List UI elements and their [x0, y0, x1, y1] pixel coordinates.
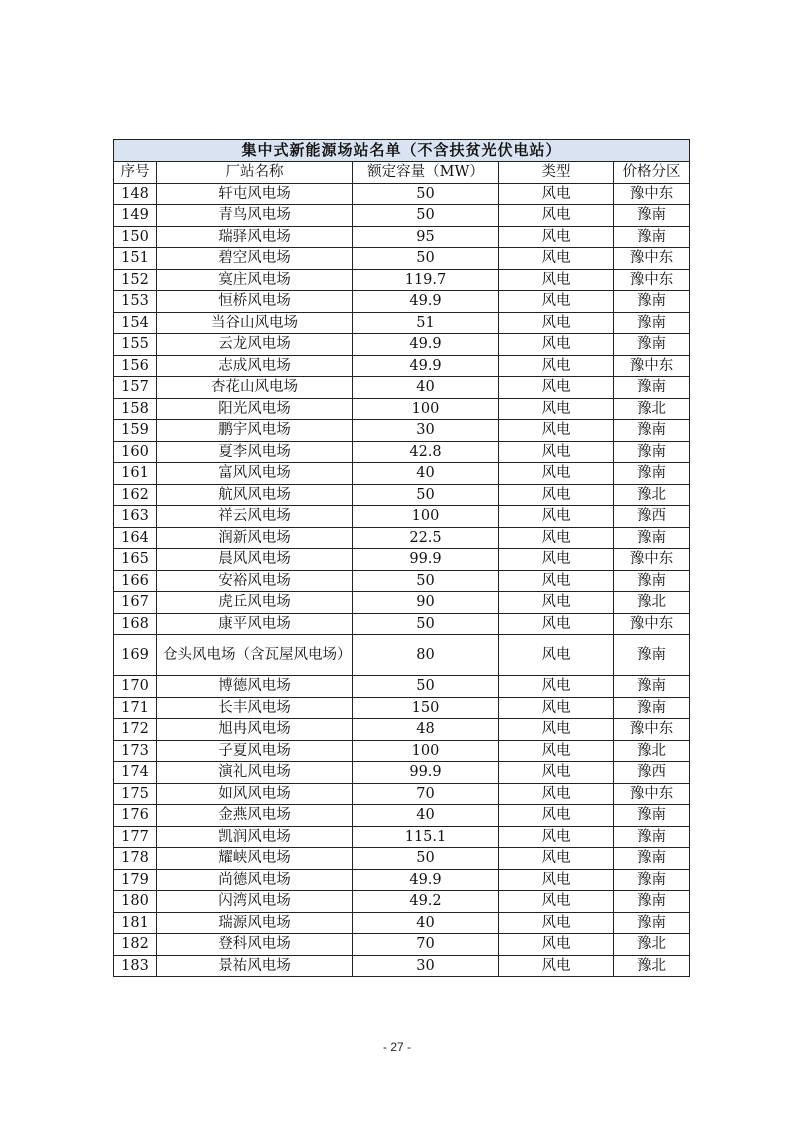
- cell-index: 169: [114, 635, 157, 676]
- cell-index: 167: [114, 592, 157, 614]
- cell-capacity: 100: [353, 740, 499, 762]
- cell-capacity: 50: [353, 676, 499, 698]
- cell-type: 风电: [499, 484, 614, 506]
- cell-type: 风电: [499, 869, 614, 891]
- cell-station-name: 博德风电场: [157, 676, 353, 698]
- cell-index: 166: [114, 570, 157, 592]
- cell-price-zone: 豫中东: [614, 783, 690, 805]
- table-title-row: [114, 140, 690, 162]
- cell-index: 164: [114, 527, 157, 549]
- cell-index: 158: [114, 398, 157, 420]
- cell-index: 177: [114, 826, 157, 848]
- cell-index: 179: [114, 869, 157, 891]
- cell-type: 风电: [499, 570, 614, 592]
- cell-price-zone: 豫北: [614, 592, 690, 614]
- table-row: [114, 697, 690, 719]
- cell-type: 风电: [499, 848, 614, 870]
- cell-capacity: 95: [353, 226, 499, 248]
- cell-station-name: 康平风电场: [157, 613, 353, 635]
- cell-capacity: 40: [353, 805, 499, 827]
- table-row: [114, 269, 690, 291]
- cell-capacity: 50: [353, 248, 499, 270]
- cell-index: 154: [114, 312, 157, 334]
- cell-index: 150: [114, 226, 157, 248]
- cell-capacity: 150: [353, 697, 499, 719]
- cell-station-name: 闪湾风电场: [157, 891, 353, 913]
- cell-index: 168: [114, 613, 157, 635]
- table-row: [114, 205, 690, 227]
- cell-price-zone: 豫中东: [614, 248, 690, 270]
- table-row: [114, 635, 690, 676]
- cell-index: 156: [114, 355, 157, 377]
- table-row: [114, 398, 690, 420]
- cell-price-zone: 豫南: [614, 869, 690, 891]
- cell-type: 风电: [499, 334, 614, 356]
- table-row: [114, 549, 690, 571]
- cell-price-zone: 豫南: [614, 463, 690, 485]
- cell-type: 风电: [499, 420, 614, 442]
- cell-price-zone: 豫北: [614, 955, 690, 977]
- cell-type: 风电: [499, 269, 614, 291]
- cell-capacity: 51: [353, 312, 499, 334]
- cell-price-zone: 豫南: [614, 570, 690, 592]
- cell-station-name: 当谷山风电场: [157, 312, 353, 334]
- cell-index: 157: [114, 377, 157, 399]
- table-row: [114, 506, 690, 528]
- cell-type: 风电: [499, 783, 614, 805]
- cell-index: 173: [114, 740, 157, 762]
- cell-type: 风电: [499, 805, 614, 827]
- cell-capacity: 50: [353, 613, 499, 635]
- cell-index: 182: [114, 934, 157, 956]
- cell-type: 风电: [499, 549, 614, 571]
- cell-type: 风电: [499, 697, 614, 719]
- cell-capacity: 90: [353, 592, 499, 614]
- header-type: 类型: [499, 162, 614, 184]
- cell-capacity: 50: [353, 183, 499, 205]
- table-row: [114, 420, 690, 442]
- cell-capacity: 80: [353, 635, 499, 676]
- cell-index: 181: [114, 912, 157, 934]
- cell-index: 172: [114, 719, 157, 741]
- table-row: [114, 848, 690, 870]
- cell-capacity: 99.9: [353, 549, 499, 571]
- cell-price-zone: 豫南: [614, 891, 690, 913]
- table-row: [114, 484, 690, 506]
- table-row: [114, 869, 690, 891]
- cell-index: 159: [114, 420, 157, 442]
- cell-index: 160: [114, 441, 157, 463]
- cell-price-zone: 豫中东: [614, 613, 690, 635]
- cell-capacity: 40: [353, 463, 499, 485]
- cell-index: 148: [114, 183, 157, 205]
- cell-price-zone: 豫北: [614, 740, 690, 762]
- cell-price-zone: 豫南: [614, 848, 690, 870]
- cell-price-zone: 豫南: [614, 912, 690, 934]
- cell-type: 风电: [499, 248, 614, 270]
- cell-type: 风电: [499, 441, 614, 463]
- table-row: [114, 226, 690, 248]
- cell-capacity: 100: [353, 506, 499, 528]
- cell-capacity: 22.5: [353, 527, 499, 549]
- table-body: [114, 183, 690, 977]
- cell-station-name: 晨风风电场: [157, 549, 353, 571]
- cell-type: 风电: [499, 891, 614, 913]
- station-table: [113, 139, 690, 977]
- cell-capacity: 49.9: [353, 334, 499, 356]
- cell-type: 风电: [499, 398, 614, 420]
- cell-price-zone: 豫中东: [614, 269, 690, 291]
- cell-price-zone: 豫北: [614, 934, 690, 956]
- cell-station-name: 碧空风电场: [157, 248, 353, 270]
- cell-capacity: 100: [353, 398, 499, 420]
- cell-capacity: 48: [353, 719, 499, 741]
- cell-price-zone: 豫中东: [614, 355, 690, 377]
- cell-capacity: 70: [353, 934, 499, 956]
- table-row: [114, 826, 690, 848]
- table-row: [114, 291, 690, 313]
- cell-type: 风电: [499, 183, 614, 205]
- cell-price-zone: 豫西: [614, 506, 690, 528]
- cell-type: 风电: [499, 205, 614, 227]
- cell-index: 149: [114, 205, 157, 227]
- cell-type: 风电: [499, 463, 614, 485]
- table-row: [114, 570, 690, 592]
- cell-capacity: 50: [353, 205, 499, 227]
- cell-capacity: 30: [353, 420, 499, 442]
- cell-type: 风电: [499, 592, 614, 614]
- cell-capacity: 49.9: [353, 869, 499, 891]
- cell-station-name: 富风风电场: [157, 463, 353, 485]
- cell-capacity: 40: [353, 377, 499, 399]
- cell-capacity: 49.9: [353, 291, 499, 313]
- table-row: [114, 912, 690, 934]
- table-row: [114, 441, 690, 463]
- cell-type: 风电: [499, 635, 614, 676]
- cell-station-name: 凯润风电场: [157, 826, 353, 848]
- cell-type: 风电: [499, 934, 614, 956]
- cell-station-name: 演礼风电场: [157, 762, 353, 784]
- table-row: [114, 592, 690, 614]
- cell-station-name: 仓头风电场（含瓦屋风电场）: [157, 635, 353, 676]
- cell-type: 风电: [499, 355, 614, 377]
- cell-capacity: 70: [353, 783, 499, 805]
- table-header-row: [114, 162, 690, 184]
- cell-price-zone: 豫南: [614, 676, 690, 698]
- cell-station-name: 虎丘风电场: [157, 592, 353, 614]
- cell-type: 风电: [499, 740, 614, 762]
- cell-station-name: 夏李风电场: [157, 441, 353, 463]
- table-row: [114, 377, 690, 399]
- cell-capacity: 50: [353, 848, 499, 870]
- cell-index: 153: [114, 291, 157, 313]
- cell-index: 170: [114, 676, 157, 698]
- cell-capacity: 99.9: [353, 762, 499, 784]
- table-row: [114, 676, 690, 698]
- cell-price-zone: 豫西: [614, 762, 690, 784]
- cell-type: 风电: [499, 955, 614, 977]
- table-row: [114, 463, 690, 485]
- cell-index: 174: [114, 762, 157, 784]
- cell-price-zone: 豫南: [614, 826, 690, 848]
- cell-price-zone: 豫北: [614, 484, 690, 506]
- cell-station-name: 旭冉风电场: [157, 719, 353, 741]
- cell-station-name: 航风风电场: [157, 484, 353, 506]
- cell-price-zone: 豫南: [614, 377, 690, 399]
- cell-station-name: 青鸟风电场: [157, 205, 353, 227]
- cell-price-zone: 豫南: [614, 697, 690, 719]
- cell-price-zone: 豫南: [614, 334, 690, 356]
- cell-price-zone: 豫南: [614, 291, 690, 313]
- cell-station-name: 润新风电场: [157, 527, 353, 549]
- cell-index: 155: [114, 334, 157, 356]
- cell-capacity: 40: [353, 912, 499, 934]
- cell-index: 151: [114, 248, 157, 270]
- cell-index: 176: [114, 805, 157, 827]
- cell-type: 风电: [499, 762, 614, 784]
- cell-capacity: 115.1: [353, 826, 499, 848]
- table-row: [114, 248, 690, 270]
- cell-price-zone: 豫南: [614, 441, 690, 463]
- cell-price-zone: 豫北: [614, 398, 690, 420]
- cell-type: 风电: [499, 912, 614, 934]
- cell-index: 152: [114, 269, 157, 291]
- cell-type: 风电: [499, 613, 614, 635]
- cell-station-name: 鹏宇风电场: [157, 420, 353, 442]
- table-row: [114, 613, 690, 635]
- cell-station-name: 安裕风电场: [157, 570, 353, 592]
- table-row: [114, 762, 690, 784]
- cell-type: 风电: [499, 676, 614, 698]
- table-row: [114, 719, 690, 741]
- cell-station-name: 杏花山风电场: [157, 377, 353, 399]
- table-row: [114, 891, 690, 913]
- cell-station-name: 长丰风电场: [157, 697, 353, 719]
- cell-station-name: 瑞源风电场: [157, 912, 353, 934]
- cell-index: 175: [114, 783, 157, 805]
- table-row: [114, 783, 690, 805]
- cell-index: 162: [114, 484, 157, 506]
- cell-station-name: 金燕风电场: [157, 805, 353, 827]
- header-index: 序号: [114, 162, 157, 184]
- cell-station-name: 阳光风电场: [157, 398, 353, 420]
- header-capacity: 额定容量（MW）: [353, 162, 499, 184]
- table-row: [114, 183, 690, 205]
- cell-index: 161: [114, 463, 157, 485]
- cell-station-name: 恒桥风电场: [157, 291, 353, 313]
- cell-station-name: 景祐风电场: [157, 955, 353, 977]
- cell-capacity: 49.2: [353, 891, 499, 913]
- cell-type: 风电: [499, 291, 614, 313]
- cell-type: 风电: [499, 226, 614, 248]
- cell-station-name: 尚德风电场: [157, 869, 353, 891]
- cell-index: 163: [114, 506, 157, 528]
- table-row: [114, 955, 690, 977]
- cell-station-name: 登科风电场: [157, 934, 353, 956]
- cell-capacity: 50: [353, 484, 499, 506]
- cell-price-zone: 豫南: [614, 635, 690, 676]
- cell-index: 165: [114, 549, 157, 571]
- cell-price-zone: 豫南: [614, 226, 690, 248]
- cell-station-name: 云龙风电场: [157, 334, 353, 356]
- cell-price-zone: 豫中东: [614, 549, 690, 571]
- cell-type: 风电: [499, 312, 614, 334]
- cell-price-zone: 豫南: [614, 527, 690, 549]
- cell-station-name: 志成风电场: [157, 355, 353, 377]
- cell-index: 183: [114, 955, 157, 977]
- table-row: [114, 934, 690, 956]
- cell-price-zone: 豫南: [614, 205, 690, 227]
- cell-price-zone: 豫南: [614, 805, 690, 827]
- cell-station-name: 瑞驿风电场: [157, 226, 353, 248]
- cell-type: 风电: [499, 377, 614, 399]
- page-number: - 27 -: [382, 1040, 411, 1054]
- header-station-name: 厂站名称: [157, 162, 353, 184]
- cell-station-name: 轩屯风电场: [157, 183, 353, 205]
- cell-capacity: 42.8: [353, 441, 499, 463]
- cell-price-zone: 豫南: [614, 312, 690, 334]
- cell-index: 178: [114, 848, 157, 870]
- cell-index: 171: [114, 697, 157, 719]
- table-row: [114, 805, 690, 827]
- header-price-zone: 价格分区: [614, 162, 690, 184]
- cell-type: 风电: [499, 527, 614, 549]
- table-row: [114, 740, 690, 762]
- cell-capacity: 49.9: [353, 355, 499, 377]
- table-row: [114, 527, 690, 549]
- cell-capacity: 30: [353, 955, 499, 977]
- cell-type: 风电: [499, 719, 614, 741]
- cell-station-name: 寞庄风电场: [157, 269, 353, 291]
- cell-capacity: 119.7: [353, 269, 499, 291]
- cell-price-zone: 豫中东: [614, 183, 690, 205]
- cell-capacity: 50: [353, 570, 499, 592]
- table-row: [114, 334, 690, 356]
- cell-index: 180: [114, 891, 157, 913]
- table-row: [114, 355, 690, 377]
- cell-station-name: 祥云风电场: [157, 506, 353, 528]
- cell-station-name: 耀峡风电场: [157, 848, 353, 870]
- table-title: 集中式新能源场站名单（不含扶贫光伏电站）: [114, 140, 690, 162]
- cell-price-zone: 豫南: [614, 420, 690, 442]
- cell-type: 风电: [499, 826, 614, 848]
- cell-station-name: 如风风电场: [157, 783, 353, 805]
- cell-price-zone: 豫中东: [614, 719, 690, 741]
- cell-station-name: 子夏风电场: [157, 740, 353, 762]
- table-row: [114, 312, 690, 334]
- cell-type: 风电: [499, 506, 614, 528]
